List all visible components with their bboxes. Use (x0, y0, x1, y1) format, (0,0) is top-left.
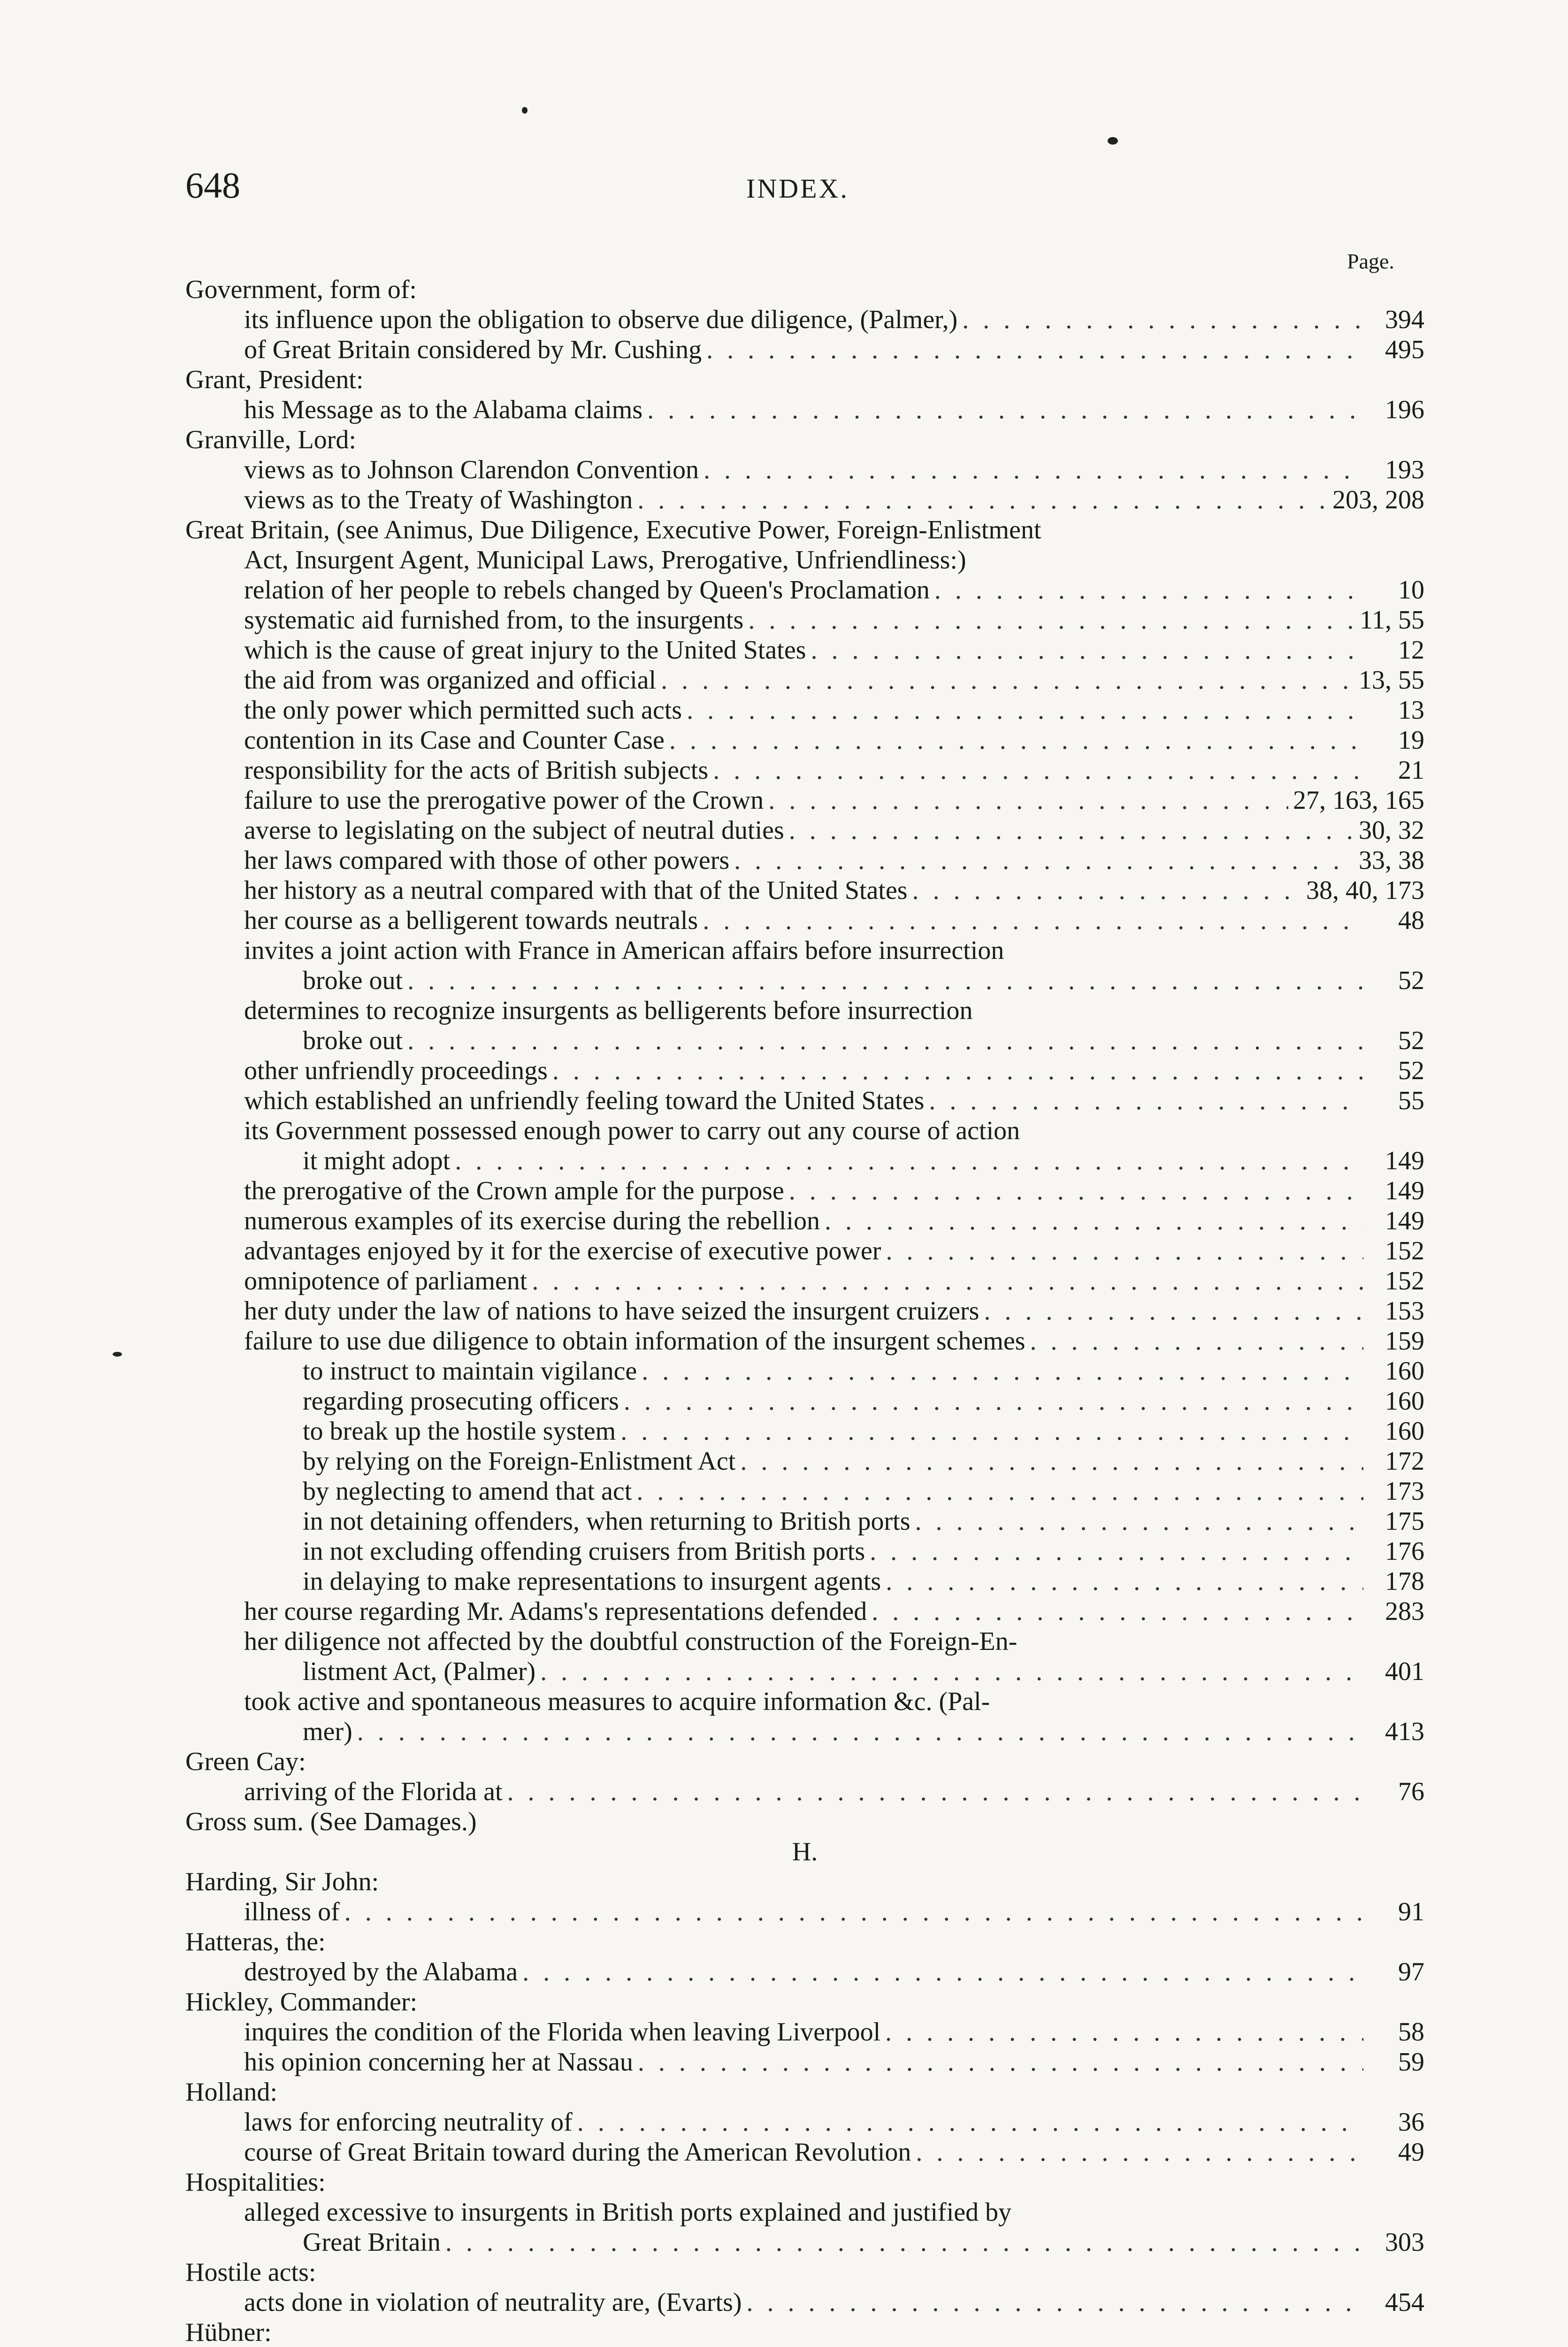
entry-pages: 495 (1385, 335, 1424, 364)
entry-pages: 152 (1385, 1266, 1424, 1296)
entry-text: Act, Insurgent Agent, Municipal Laws, Prerogative, Unfriendliness:) (244, 545, 966, 575)
dot-leader (789, 815, 1354, 845)
dot-leader (624, 1386, 1363, 1416)
entry-text: determines to recognize insurgents as belligerents before insurrection (244, 996, 973, 1025)
entry-text: Grant, President: (185, 365, 364, 394)
entry-pages: 59 (1398, 2048, 1424, 2077)
entry-text: by neglecting to amend that act (303, 1477, 632, 1506)
index-entry (185, 545, 1424, 575)
dot-leader (706, 335, 1363, 365)
entry-text: omnipotence of parliament (244, 1266, 528, 1296)
entry-text: acts done in violation of neutrality are, (Evarts) (244, 2288, 742, 2317)
entry-text: the aid from was organized and official (244, 666, 657, 695)
entry-text: listment Act, (Palmer) (303, 1657, 536, 1686)
entry-text: Hickley, Commander: (185, 1987, 418, 2017)
dot-leader (407, 966, 1363, 996)
index-heading (185, 365, 1424, 395)
index-entry (185, 605, 1424, 635)
dot-leader (540, 1657, 1363, 1687)
index-entry (185, 2137, 1424, 2167)
dot-leader (620, 1416, 1363, 1446)
entry-pages: 27, 163, 165 (1293, 786, 1424, 815)
dot-leader (647, 395, 1363, 425)
index-entry (185, 1506, 1424, 1536)
index-entry (185, 845, 1424, 875)
index-entry (185, 966, 1424, 996)
entry-pages: 76 (1398, 1777, 1424, 1806)
entry-pages: 172 (1385, 1447, 1424, 1476)
dot-leader (789, 1176, 1363, 1206)
index-entry (185, 1657, 1424, 1687)
entry-pages: 11, 55 (1360, 606, 1424, 635)
index-heading (185, 515, 1424, 545)
entry-pages: 159 (1385, 1327, 1424, 1356)
entry-text: her history as a neutral compared with that of the United States (244, 876, 908, 905)
index-entry (185, 1476, 1424, 1506)
index-entry (185, 1416, 1424, 1446)
entry-text: of Great Britain considered by Mr. Cushing (244, 335, 702, 364)
index-entry (185, 455, 1424, 485)
entry-text: Harding, Sir John: (185, 1867, 379, 1896)
entry-pages: 13 (1398, 696, 1424, 725)
index-heading (185, 2167, 1424, 2197)
entry-text: arriving of the Florida at (244, 1777, 503, 1806)
index-entry (185, 1386, 1424, 1416)
index-entry (185, 785, 1424, 815)
entry-text: her course as a belligerent towards neutrals (244, 906, 698, 935)
dot-leader (704, 455, 1363, 485)
page-title: INDEX. (746, 173, 849, 204)
dot-leader (713, 755, 1363, 785)
dot-leader (636, 1476, 1363, 1506)
index-entry (185, 996, 1424, 1026)
entry-text: which established an unfriendly feeling toward the United States (244, 1086, 925, 1115)
index-entry (185, 1326, 1424, 1356)
dot-leader (507, 1777, 1363, 1807)
dot-leader (768, 785, 1288, 815)
dot-leader (577, 2107, 1363, 2137)
dot-leader (357, 1717, 1363, 1747)
index-entry (185, 1596, 1424, 1626)
entry-text: failure to use the prerogative power of the Crown (244, 786, 764, 815)
entry-pages: 13, 55 (1359, 666, 1424, 695)
entry-text: broke out (303, 1026, 403, 1055)
entry-pages: 52 (1398, 1026, 1424, 1055)
dot-leader (747, 2287, 1363, 2317)
entry-pages: 160 (1385, 1417, 1424, 1446)
index-list (185, 275, 1424, 2347)
index-entry (185, 2017, 1424, 2047)
dot-leader (825, 1206, 1363, 1236)
index-entry (185, 2227, 1424, 2257)
index-entry (185, 815, 1424, 845)
entry-text: regarding prosecuting officers (303, 1387, 619, 1416)
entry-text: her laws compared with those of other powers (244, 846, 730, 875)
entry-text: the prerogative of the Crown ample for the purpose (244, 1176, 784, 1205)
entry-text: relation of her people to rebels changed by Queen's Proclamation (244, 575, 930, 605)
dot-leader (748, 605, 1355, 635)
scan-speck (522, 107, 528, 114)
entry-pages: 91 (1398, 1897, 1424, 1926)
dot-leader (703, 905, 1363, 936)
entry-text: Gross sum. (See Damages.) (185, 1807, 477, 1836)
entry-text: course of Great Britain toward during the American Revolution (244, 2138, 911, 2167)
entry-pages: 175 (1385, 1507, 1424, 1536)
index-entry (185, 1566, 1424, 1596)
entry-pages: 58 (1398, 2017, 1424, 2047)
entry-pages: 49 (1398, 2138, 1424, 2167)
entry-text: Hospitalities: (185, 2168, 326, 2197)
dot-leader (687, 695, 1363, 725)
entry-pages: 152 (1385, 1236, 1424, 1266)
entry-pages: 12 (1398, 636, 1424, 665)
entry-text: systematic aid furnished from, to the insurgents (244, 606, 744, 635)
index-entry (185, 1446, 1424, 1476)
entry-pages: 196 (1385, 395, 1424, 424)
dot-leader (912, 875, 1301, 905)
index-entry (185, 2047, 1424, 2077)
entry-pages: 193 (1385, 455, 1424, 484)
entry-pages: 38, 40, 173 (1306, 876, 1424, 905)
dot-leader (929, 1086, 1363, 1116)
index-entry (185, 1536, 1424, 1566)
entry-pages: 48 (1398, 906, 1424, 935)
entry-text: views as to the Treaty of Washington (244, 485, 633, 514)
dot-leader (872, 1596, 1363, 1626)
index-entry (185, 2107, 1424, 2137)
index-entry (185, 575, 1424, 605)
entry-pages: 30, 32 (1359, 816, 1424, 845)
index-entry (185, 1146, 1424, 1176)
dot-leader (915, 1506, 1363, 1536)
entry-pages: 10 (1398, 575, 1424, 605)
entry-text: Great Britain, (see Animus, Due Diligence, Executive Power, Foreign-Enlistment (185, 515, 1041, 545)
entry-pages: 55 (1398, 1086, 1424, 1115)
index-entry (185, 1717, 1424, 1747)
index-entry (185, 1957, 1424, 1987)
entry-text: Holland: (185, 2078, 277, 2107)
index-entry (185, 1897, 1424, 1927)
dot-leader (638, 2047, 1363, 2077)
index-heading (185, 2257, 1424, 2287)
entry-pages: 149 (1385, 1176, 1424, 1205)
entry-text: contention in its Case and Counter Case (244, 726, 665, 755)
entry-pages: 52 (1398, 1056, 1424, 1085)
index-entry (185, 1236, 1424, 1266)
index-heading (185, 1747, 1424, 1777)
entry-text: his Message as to the Alabama claims (244, 395, 643, 424)
dot-leader (445, 2227, 1363, 2257)
entry-text: his opinion concerning her at Nassau (244, 2048, 633, 2077)
dot-leader (455, 1146, 1363, 1176)
index-entry (185, 1056, 1424, 1086)
section-letter: H. (792, 1837, 818, 1866)
index-heading (185, 275, 1424, 305)
index-entry (185, 1116, 1424, 1146)
dot-leader (522, 1957, 1363, 1987)
entry-text: to break up the hostile system (303, 1417, 616, 1446)
entry-text: in not detaining offenders, when returning to British ports (303, 1507, 910, 1536)
index-entry (185, 905, 1424, 936)
index-entry (185, 335, 1424, 365)
entry-pages: 153 (1385, 1296, 1424, 1326)
entry-text: advantages enjoyed by it for the exercise of executive power (244, 1236, 881, 1266)
dot-leader (552, 1056, 1363, 1086)
entry-pages: 401 (1385, 1657, 1424, 1686)
dot-leader (669, 725, 1363, 755)
entry-text: Granville, Lord: (185, 425, 356, 454)
index-entry (185, 1626, 1424, 1657)
dot-leader (637, 485, 1328, 515)
entry-text: destroyed by the Alabama (244, 1957, 518, 1987)
index-heading (185, 2317, 1424, 2347)
entry-pages: 36 (1398, 2108, 1424, 2137)
entry-text: to instruct to maintain vigilance (303, 1357, 637, 1386)
entry-pages: 303 (1385, 2228, 1424, 2257)
entry-pages: 394 (1385, 305, 1424, 334)
entry-pages: 160 (1385, 1357, 1424, 1386)
index-entry (185, 1687, 1424, 1717)
page-number: 648 (185, 165, 240, 206)
dot-leader (407, 1026, 1363, 1056)
index-entry (185, 1296, 1424, 1326)
entry-text: invites a joint action with France in American affairs before insurrection (244, 936, 1004, 965)
entry-pages: 160 (1385, 1387, 1424, 1416)
index-entry (185, 695, 1424, 725)
entry-pages: 52 (1398, 966, 1424, 995)
entry-pages: 283 (1385, 1597, 1424, 1626)
entry-text: inquires the condition of the Florida when leaving Liverpool (244, 2017, 881, 2047)
index-entry (185, 1176, 1424, 1206)
dot-leader (886, 1236, 1363, 1266)
index-heading (185, 1927, 1424, 1957)
entry-text: laws for enforcing neutrality of (244, 2108, 573, 2137)
entry-pages: 97 (1398, 1957, 1424, 1987)
entry-pages: 178 (1385, 1567, 1424, 1596)
entry-text: Hübner: (185, 2318, 272, 2347)
index-entry (185, 1206, 1424, 1236)
dot-leader (811, 635, 1363, 665)
index-entry (185, 2287, 1424, 2317)
dot-leader (1030, 1326, 1363, 1356)
index-heading (185, 425, 1424, 455)
entry-text: in delaying to make representations to insurgent agents (303, 1567, 881, 1596)
entry-text: Great Britain (303, 2228, 441, 2257)
index-entry (185, 755, 1424, 785)
dot-leader (885, 2017, 1363, 2047)
index-entry (185, 665, 1424, 695)
entry-text: its Government possessed enough power to carry out any course of action (244, 1116, 1020, 1145)
entry-text: Green Cay: (185, 1747, 306, 1776)
dot-leader (886, 1566, 1363, 1596)
scan-speck (113, 1352, 122, 1357)
entry-text: Hostile acts: (185, 2258, 316, 2287)
entry-text: numerous examples of its exercise during the rebellion (244, 1206, 820, 1235)
dot-leader (532, 1266, 1363, 1296)
index-entry (185, 1266, 1424, 1296)
index-entry (185, 1026, 1424, 1056)
entry-pages: 454 (1385, 2288, 1424, 2317)
dot-leader (740, 1446, 1363, 1476)
entry-text: by relying on the Foreign-Enlistment Act (303, 1447, 736, 1476)
entry-text: which is the cause of great injury to the United States (244, 636, 806, 665)
index-entry (185, 725, 1424, 755)
entry-text: broke out (303, 966, 403, 995)
entry-pages: 176 (1385, 1537, 1424, 1566)
index-entry (185, 305, 1424, 335)
index-entry (185, 1777, 1424, 1807)
dot-leader (870, 1536, 1363, 1566)
entry-text: the only power which permitted such acts (244, 696, 682, 725)
entry-text: Hatteras, the: (185, 1927, 326, 1956)
entry-text: her duty under the law of nations to have seized the insurgent cruizers (244, 1296, 979, 1326)
dot-leader (661, 665, 1354, 695)
entry-text: views as to Johnson Clarendon Convention (244, 455, 699, 484)
entry-pages: 149 (1385, 1146, 1424, 1175)
entry-text: her course regarding Mr. Adams's representations defended (244, 1597, 867, 1626)
entry-text: failure to use due diligence to obtain information of the insurgent schemes (244, 1327, 1025, 1356)
index-entry (185, 485, 1424, 515)
entry-text: Government, form of: (185, 275, 417, 304)
dot-leader (642, 1356, 1363, 1386)
entry-text: responsibility for the acts of British subjects (244, 756, 709, 785)
index-entry (185, 875, 1424, 905)
index-entry (185, 936, 1424, 966)
entry-pages: 203, 208 (1332, 485, 1424, 514)
entry-text: alleged excessive to insurgents in British ports explained and justified by (244, 2198, 1012, 2227)
dot-leader (916, 2137, 1363, 2167)
entry-pages: 149 (1385, 1206, 1424, 1235)
dot-leader (934, 575, 1363, 605)
scan-speck (1108, 137, 1118, 145)
index-entry (185, 1086, 1424, 1116)
entry-text: it might adopt (303, 1146, 451, 1175)
index-entry (185, 1356, 1424, 1386)
index-entry (185, 395, 1424, 425)
entry-text: mer) (303, 1717, 352, 1746)
entry-pages: 21 (1398, 756, 1424, 785)
dot-leader (734, 845, 1354, 875)
dot-leader (344, 1897, 1363, 1927)
index-heading (185, 2077, 1424, 2107)
entry-text: averse to legislating on the subject of neutral duties (244, 816, 784, 845)
index-entry (185, 2197, 1424, 2227)
entry-text: took active and spontaneous measures to acquire information &c. (Pal- (244, 1687, 990, 1716)
dot-leader (962, 305, 1363, 335)
entry-pages: 19 (1398, 726, 1424, 755)
entry-text: in not excluding offending cruisers from British ports (303, 1537, 865, 1566)
index-heading (185, 1807, 1424, 1837)
entry-text: her diligence not affected by the doubtful construction of the Foreign-En- (244, 1627, 1017, 1656)
index-entry (185, 635, 1424, 665)
index-heading (185, 1867, 1424, 1897)
entry-text: its influence upon the obligation to observe due diligence, (Palmer,) (244, 305, 958, 334)
entry-text: other unfriendly proceedings (244, 1056, 548, 1085)
entry-pages: 413 (1385, 1717, 1424, 1746)
entry-pages: 33, 38 (1359, 846, 1424, 875)
entry-pages: 173 (1385, 1477, 1424, 1506)
entry-text: illness of (244, 1897, 340, 1926)
index-heading (185, 1987, 1424, 2017)
dot-leader (984, 1296, 1363, 1326)
page-column-label: Page. (1347, 249, 1394, 273)
